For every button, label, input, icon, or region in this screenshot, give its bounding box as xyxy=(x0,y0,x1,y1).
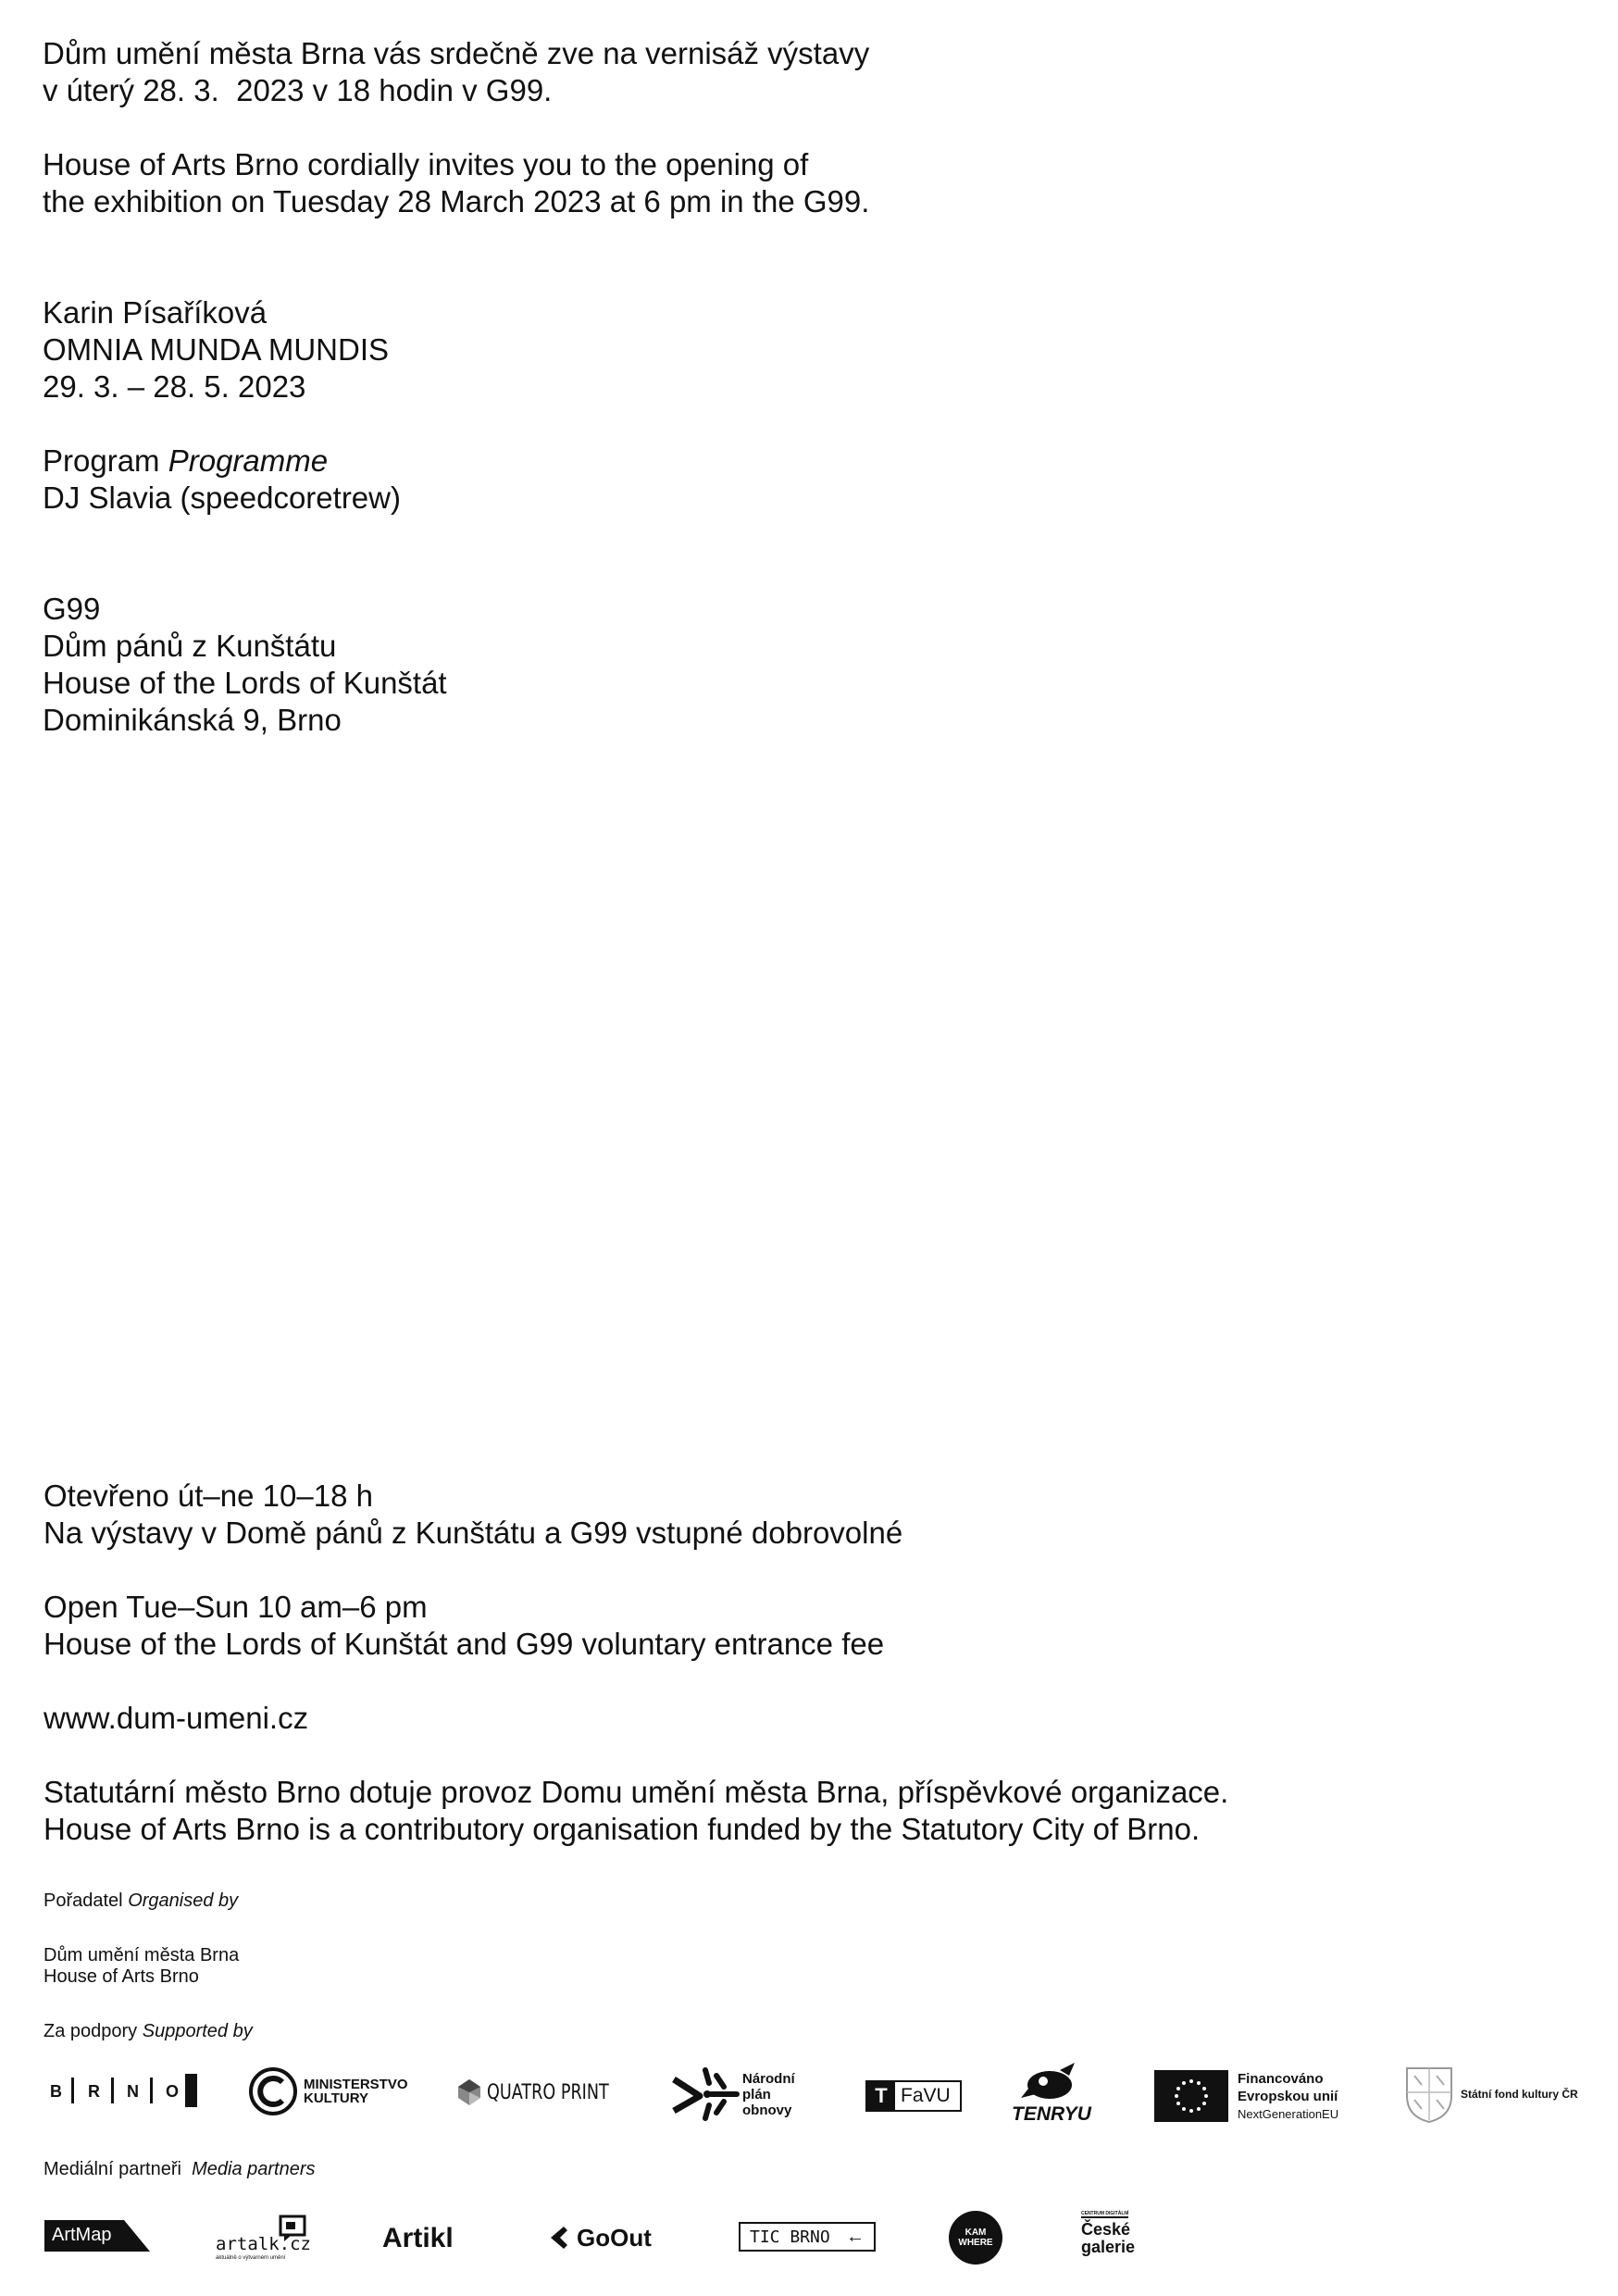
ceske-line2: galerie xyxy=(1081,2238,1136,2256)
entry-en: House of the Lords of Kunštát and G99 voluntary entrance fee xyxy=(44,1627,885,1661)
brno-letter-b: B xyxy=(50,2082,62,2101)
ministry-c-icon xyxy=(248,2066,298,2116)
organiser-cz: Dům umění města Brna xyxy=(44,1945,240,1965)
artikl-text: Artikl xyxy=(382,2223,454,2253)
goout-arrow-icon xyxy=(549,2225,577,2251)
artalk-text: artalk.cz xyxy=(216,2234,311,2254)
program-label-en: Programme xyxy=(168,443,329,478)
organiser xyxy=(44,1945,239,1988)
funding-en: House of Arts Brno is a contributory organisation funded by the Statutory City of Brno. xyxy=(44,1812,1201,1846)
website-link[interactable]: www.dum-umeni.cz xyxy=(44,1701,309,1735)
tenryu-logo xyxy=(1012,2061,1091,2129)
program-heading xyxy=(43,443,401,480)
venue-info xyxy=(43,591,447,739)
exhibition-info xyxy=(43,294,401,517)
organised-label-cz: Pořadatel xyxy=(44,1890,123,1911)
open-hours-cz: Otevřeno út–ne 10–18 h xyxy=(44,1479,373,1513)
goout-text: GoOut xyxy=(577,2223,652,2252)
funding-cz: Statutární město Brno dotuje provoz Domu umění města Brna, příspěvkové organizace. xyxy=(44,1775,1229,1809)
kamwhere-logo xyxy=(949,2211,1002,2265)
invite-cz-line1: Dům umění města Brna vás srdečně zve na vernisáž výstavy xyxy=(43,36,870,70)
artmap-text: ArtMap xyxy=(52,2225,112,2245)
czech-coat-of-arms-icon xyxy=(1403,2065,1455,2124)
media-partners-label xyxy=(44,2159,316,2180)
opening-info xyxy=(44,1478,1228,1848)
supported-label-cz: Za podpory xyxy=(44,2021,138,2041)
organised-by-label xyxy=(44,1890,238,1912)
tic-brno-logo xyxy=(739,2221,876,2252)
venue-address: Dominikánská 9, Brno xyxy=(43,703,342,737)
ministry-of-culture-logo xyxy=(248,2066,408,2116)
brno-logo-mark xyxy=(44,2074,198,2107)
ministry-line1: MINISTERSTVO xyxy=(304,2077,408,2092)
invitation-text xyxy=(43,35,869,220)
exhibition-dates: 29. 3. – 28. 5. 2023 xyxy=(43,369,306,404)
ceske-top-text: CENTRUM DIGITÁLNÍ xyxy=(1081,2211,1129,2216)
eu-line1: Financováno xyxy=(1238,2070,1324,2087)
brno-letter-n: N xyxy=(127,2082,139,2101)
favu-t-mark: T xyxy=(867,2082,895,2110)
favu-text: FaVU xyxy=(901,2085,951,2106)
venue-building-cz: Dům pánů z Kunštátu xyxy=(43,629,337,663)
supported-by-label xyxy=(44,2021,253,2042)
quatro-gem-icon xyxy=(457,2078,481,2106)
tic-arrow-icon: ← xyxy=(846,2226,865,2247)
supported-label-en: Supported by xyxy=(142,2021,253,2041)
artalk-sub: aktuálně o výtvarném umění xyxy=(216,2255,286,2261)
venue-name: G99 xyxy=(43,592,101,626)
artist-name: Karin Písaříková xyxy=(43,295,268,330)
eu-line3: NextGenerationEU xyxy=(1238,2106,1339,2121)
program-label-cz: Program xyxy=(43,443,160,478)
exhibition-title: OMNIA MUNDA MUNDIS xyxy=(43,332,390,367)
entry-cz: Na výstavy v Domě pánů z Kunštátu a G99 vstupné dobrovolné xyxy=(44,1516,903,1550)
eu-flag-icon xyxy=(1154,2070,1228,2122)
ceske-galerie-logo xyxy=(1081,2211,1135,2265)
favu-logo xyxy=(865,2081,962,2111)
open-hours-en: Open Tue–Sun 10 am–6 pm xyxy=(44,1590,428,1624)
narodni-plan-obnovy-logo xyxy=(668,2066,795,2122)
kamwhere-line2: WHERE xyxy=(958,2238,993,2248)
invite-cz-line2: v úterý 28. 3. 2023 v 18 hodin v G99. xyxy=(43,73,553,107)
artikl-logo xyxy=(382,2222,454,2255)
tenryu-text: TENRYU xyxy=(1012,2103,1091,2125)
narodni-star-icon xyxy=(668,2066,741,2122)
brno-letter-o: O xyxy=(166,2082,180,2101)
eu-line2: Evropskou unií xyxy=(1238,2088,1338,2104)
venue-building-en: House of the Lords of Kunštát xyxy=(43,666,447,700)
eu-funding-logo xyxy=(1154,2070,1338,2122)
ceske-line1: České xyxy=(1081,2220,1131,2239)
media-label-en: Media partners xyxy=(192,2159,316,2179)
narodni-line1: Národní xyxy=(742,2070,795,2087)
brno-letter-r: R xyxy=(88,2082,100,2101)
tenryu-dragon-icon xyxy=(1019,2061,1084,2103)
organiser-en: House of Arts Brno xyxy=(44,1966,199,1987)
artalk-logo xyxy=(216,2215,311,2265)
brno-logo xyxy=(44,2074,198,2107)
ministry-line2: KULTURY xyxy=(304,2090,368,2106)
sfk-text: Státní fond kultury ČR xyxy=(1461,2088,1578,2101)
tic-text: TIC BRNO xyxy=(750,2227,830,2247)
goout-logo xyxy=(549,2222,652,2253)
artmap-logo xyxy=(44,2220,150,2252)
narodni-line2: plán xyxy=(742,2086,771,2103)
media-label-cz: Mediální partneři xyxy=(44,2159,181,2179)
quatro-text: QUATRO PRINT xyxy=(487,2080,609,2104)
invite-en-line2: the exhibition on Tuesday 28 March 2023 at 6 pm in the G99. xyxy=(43,184,870,218)
invite-en-line1: House of Arts Brno cordially invites you to the opening of xyxy=(43,147,809,181)
organised-label-en: Organised by xyxy=(128,1890,239,1911)
statni-fond-kultury-logo xyxy=(1403,2065,1578,2124)
program-item: DJ Slavia (speedcoretrew) xyxy=(43,480,401,515)
quatro-print-logo xyxy=(457,2078,640,2107)
narodni-line3: obnovy xyxy=(742,2102,792,2118)
kamwhere-line1: KAM xyxy=(965,2227,987,2238)
